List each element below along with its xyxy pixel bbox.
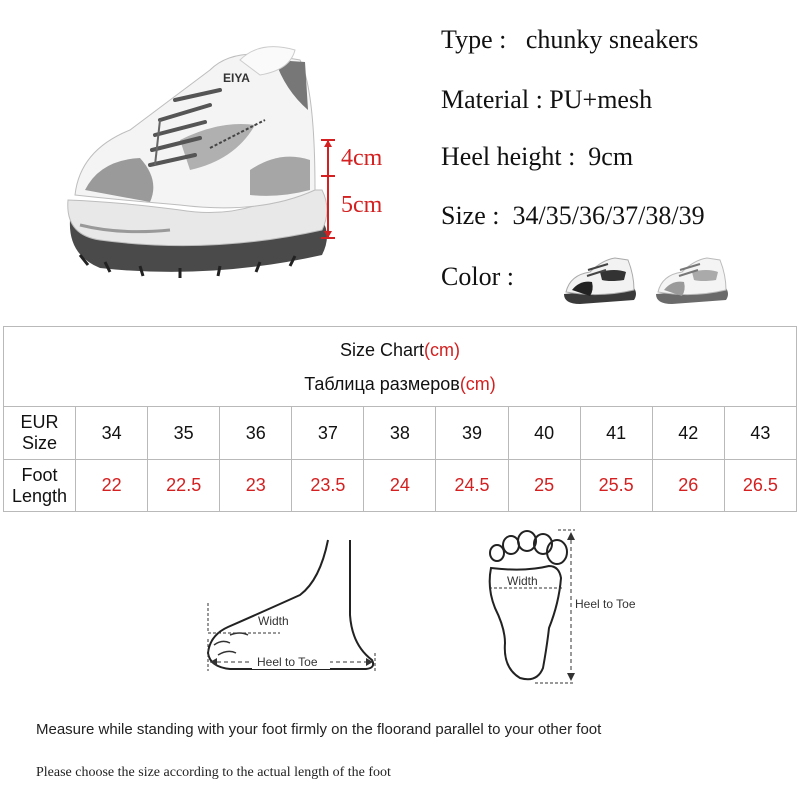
title-ru-unit: (cm) [459, 373, 496, 394]
title-ru-text: Таблица размеров [304, 373, 460, 394]
spec-type [441, 25, 698, 55]
eur-size-cell: 38 [364, 407, 436, 460]
eur-size-cell: 37 [292, 407, 364, 460]
dimension-4cm-label: 4cm [341, 145, 383, 171]
size-chart-title-cell [4, 327, 797, 407]
eur-size-cell: 41 [580, 407, 652, 460]
eur-size-cell: 35 [148, 407, 220, 460]
eur-size-cell: 39 [436, 407, 508, 460]
color-option-gray-white[interactable] [652, 250, 732, 310]
foot-sole-diagram [475, 528, 675, 688]
foot-length-cell: 25.5 [580, 460, 652, 512]
foot-length-cell: 22 [76, 460, 148, 512]
spec-size-label: Size : [441, 201, 500, 230]
spec-material-value: PU+mesh [549, 85, 653, 114]
dimension-5cm-label: 5cm [341, 192, 383, 218]
shoe-print-text: EIYA [223, 71, 250, 85]
eur-size-cell: 34 [76, 407, 148, 460]
eur-size-cell: 40 [508, 407, 580, 460]
measure-instruction: Measure while standing with your foot firmly on the floorand parallel to your other foot [36, 721, 602, 738]
foot-length-cell: 25 [508, 460, 580, 512]
spec-size-value: 34/35/36/37/38/39 [512, 201, 705, 230]
spec-heel-height-value: 9cm [588, 142, 634, 171]
width-label-side: Width [258, 614, 289, 628]
foot-length-label: Foot Length [4, 460, 76, 512]
spec-material [441, 85, 652, 115]
spec-material-label: Material : [441, 85, 543, 114]
spec-type-label: Type : [441, 25, 507, 54]
spec-heel-height [441, 142, 633, 172]
foot-length-cell: 23 [220, 460, 292, 512]
foot-length-cell: 22.5 [148, 460, 220, 512]
spec-color [441, 262, 514, 292]
heel-dimension-bracket [316, 136, 340, 242]
size-chart-title-ru [4, 367, 796, 401]
foot-length-cell: 23.5 [292, 460, 364, 512]
spec-heel-height-label: Heel height : [441, 142, 576, 171]
eur-size-cell: 42 [652, 407, 724, 460]
title-en-text: Size Chart [339, 339, 425, 360]
foot-length-row [4, 460, 797, 512]
size-chart-title-en [4, 333, 796, 367]
foot-length-cell: 24 [364, 460, 436, 512]
eur-size-cell: 36 [220, 407, 292, 460]
heel-to-toe-label-side: Heel to Toe [257, 655, 318, 669]
eur-size-label: EUR Size [4, 407, 76, 460]
heel-to-toe-label-sole: Heel to Toe [575, 597, 636, 611]
size-chart-title-row [4, 327, 797, 407]
spec-color-label: Color : [441, 262, 514, 291]
spec-type-value: chunky sneakers [525, 25, 699, 54]
title-en-unit: (cm) [424, 339, 461, 360]
sneaker-product-image [60, 30, 330, 280]
spec-size [441, 201, 705, 231]
color-option-black-white[interactable] [560, 250, 640, 310]
width-label-sole: Width [507, 574, 538, 588]
eur-size-cell: 43 [724, 407, 796, 460]
foot-length-cell: 26.5 [724, 460, 796, 512]
size-chart-table [3, 326, 797, 512]
foot-length-cell: 26 [652, 460, 724, 512]
foot-length-cell: 24.5 [436, 460, 508, 512]
eur-size-row [4, 407, 797, 460]
size-choice-instruction: Please choose the size according to the actual length of the foot [36, 765, 391, 780]
foot-side-diagram [200, 535, 400, 685]
